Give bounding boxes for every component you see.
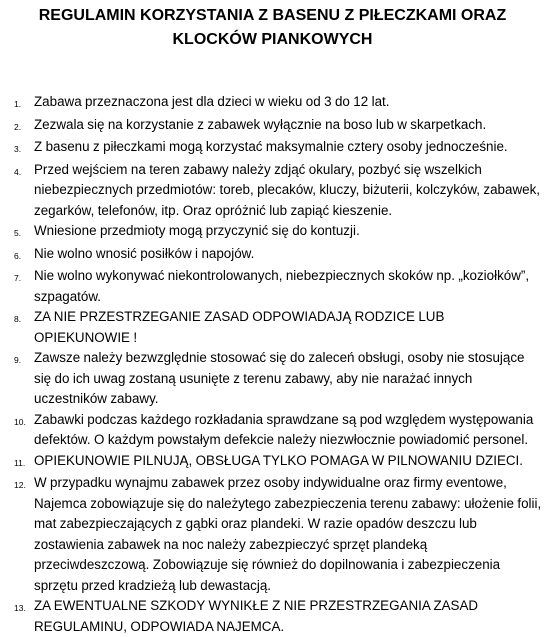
rule-number: 12. [14,480,26,490]
rule-item-6 [14,244,542,267]
rule-number: 7. [14,273,22,283]
rule-text: Wniesione przedmioty mogą przyczynić się do kontuzji. [34,223,360,238]
rule-number: 5. [14,228,22,238]
title-line-2: KLOCKÓW PIANKOWYCH [172,31,373,48]
rule-number: 4. [14,166,22,177]
rule-item-8 [14,307,542,348]
rule-number: 13. [14,603,26,613]
rule-text: Przed wejściem na teren zabawy należy zdjąć okulary, pozbyć się wszelkich niebezpiecznych przedmiotów: toreb, plecaków, kluczy, biżuterii, kolczyków, zabawek, zegarków, telefonów, itp. Oraz opróżnić lub zapiąć kieszenie. [34,161,540,218]
rule-number: 2. [14,121,22,132]
rule-item-7 [14,266,542,307]
rule-text: Nie wolno wnosić posiłków i napojów. [34,245,255,261]
rule-text: Zawsze należy bezwzględnie stosować się do zaleceń obsługi, osoby nie stosujące się do ich uwag zostaną usunięte z terenu zabawy, aby nie narażać innych uczestników zabawy. [34,350,525,406]
rules-list [14,92,542,637]
rule-number: 8. [14,314,22,324]
rule-item-4 [14,160,542,222]
rule-text: Nie wolno wykonywać niekontrolowanych, niebezpiecznych skoków np. „koziołków”, szpagatów. [34,268,530,304]
title-line-1: REGULAMIN KORZYSTANIA Z BASENU Z PIŁECZKAMI ORAZ [38,7,507,24]
rule-item-5 [14,221,542,244]
rule-text: Z basenu z piłeczkami mogą korzystać maksymalnie cztery osoby jednocześnie. [34,139,508,154]
rule-text: OPIEKUNOWIE PILNUJĄ, OBSŁUGA TYLKO POMAGA W PILNOWANIU DZIECI. [34,452,523,468]
rule-item-12 [14,473,542,596]
rule-text: ZA NIE PRZESTRZEGANIE ZASAD ODPOWIADAJĄ RODZICE LUB OPIEKUNOWIE ! [34,309,445,345]
rule-item-2 [14,115,542,138]
rule-number: 11. [14,457,26,468]
rule-text: Zezwala się na korzystanie z zabawek wyłącznie na boso lub w skarpetkach. [34,116,487,132]
rule-item-1 [14,92,542,115]
rule-number: 10. [14,416,26,427]
document-title [0,4,545,52]
rule-text: ZA EWENTUALNE SZKODY WYNIKŁE Z NIE PRZESTRZEGANIA ZASAD REGULAMINU, ODPOWIADA NAJEMCA. [34,598,479,634]
rule-item-10 [14,410,542,451]
rule-item-13 [14,596,542,637]
rule-text: Zabawki podczas każdego rozkładania sprawdzane są pod względem występowania defektów. O każdym powstałym defekcie należy niezwłocznie powiadomić personel. [34,411,534,447]
rule-item-9 [14,348,542,410]
rule-number: 1. [14,99,22,109]
rule-text: W przypadku wynajmu zabawek przez osoby indywidualne oraz firmy eventowe, Najemca zobowiązuje się do należytego zabezpieczenia terenu zabawy: ułożenie folii, mat zabezpieczających z gąbki oraz plandeki. W razie opadów deszczu lub zostawienia zabawek na noc należy zabezpieczyć sprzęt plandeką przeciwdeszczową. Zobowiązuje się również do dopilnowania i zabezpieczenia sprzętu przed kradzieżą lub dewastacją. [34,475,542,593]
rule-number: 9. [14,355,22,365]
rule-number: 6. [14,250,22,261]
rule-item-3 [14,137,542,160]
rule-number: 3. [14,144,22,154]
rule-item-11 [14,451,542,474]
rule-text: Zabawa przeznaczona jest dla dzieci w wieku od 3 do 12 lat. [34,94,390,109]
